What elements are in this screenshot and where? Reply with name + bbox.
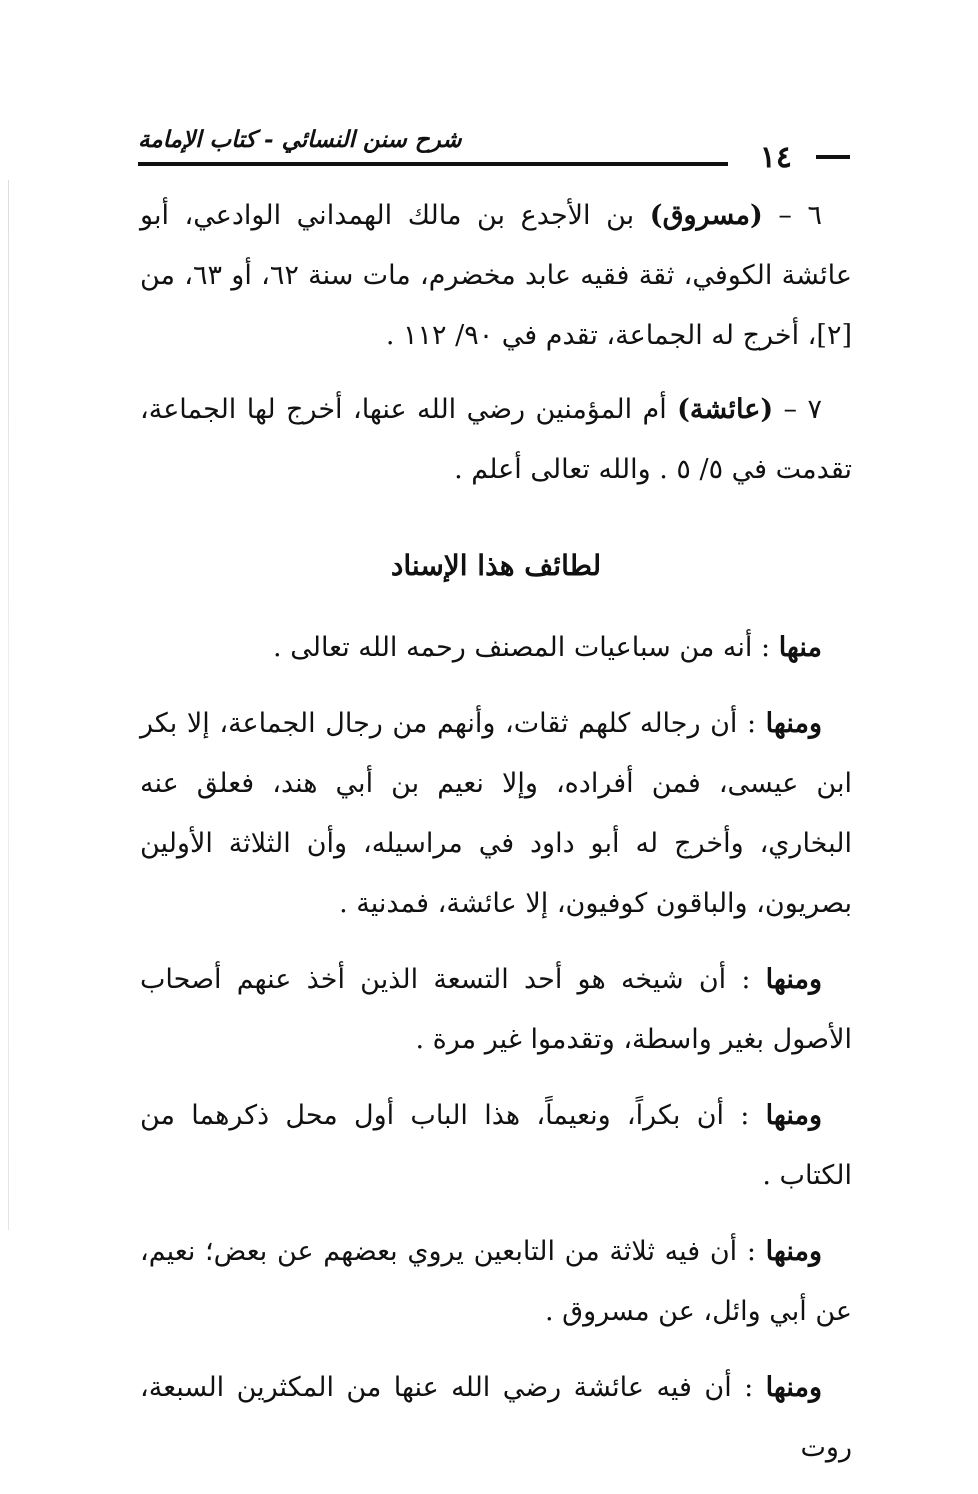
header-rule [138, 162, 728, 166]
bio-number: ٧ [807, 394, 822, 425]
section-heading: لطائف هذا الإسناد [390, 549, 602, 582]
point-lead: ومنها [765, 1372, 822, 1403]
bio-text: أم المؤمنين رضي الله عنها، أخرج لها الجماعة، تقدمت في ٥/ ٥ . والله تعالى أعلم . [140, 394, 852, 485]
point-text: : أن فيه ثلاثة من التابعين يروي بعضهم عن بعض؛ نعيم، عن أبي وائل، عن مسروق . [140, 1236, 852, 1327]
point-lead: منها [778, 632, 822, 663]
narrator-bio-6: ٦ – (مسروق) بن الأجدع بن مالك الهمداني الوادعي، أبو عائشة الكوفي، ثقة فقيه عابد مخضرم، مات سنة ٦٢، أو ٦٣، من [٢]، أخرج له الجماعة، تقدم في ٩٠/ ١١٢ . [140, 200, 853, 351]
bio-number: ٦ [807, 200, 822, 231]
point-paragraph [140, 1222, 852, 1342]
point-paragraph [140, 1086, 852, 1206]
point-paragraph [140, 618, 852, 678]
page-header [138, 118, 850, 174]
page-number-dash [816, 155, 850, 159]
page-number: ١٤ [759, 140, 792, 175]
page-body [140, 186, 852, 1494]
point-paragraph [140, 950, 852, 1070]
scan-edge-shadow [8, 180, 9, 1230]
narrator-bio-7: ٧ – (عائشة) أم المؤمنين رضي الله عنها، أخرج لها الجماعة، تقدمت في ٥/ ٥ . والله تعالى أعلم . [140, 394, 852, 485]
running-title: شرح سنن النسائي - كتاب الإمامة [138, 126, 462, 153]
narrator-name: (مسروق) [649, 200, 763, 231]
point-lead: ومنها [765, 1236, 822, 1267]
point-paragraph [140, 1358, 852, 1478]
bio-text: بن الأجدع بن مالك الهمداني الوادعي، أبو عائشة الكوفي، ثقة فقيه عابد مخضرم، مات سنة ٦٢، أو ٦٣، من [٢]، أخرج له الجماعة، تقدم في ٩٠/ ١١٢ . [140, 200, 853, 351]
point-text: : أن شيخه هو أحد التسعة الذين أخذ عنهم أصحاب الأصول بغير واسطة، وتقدموا غير مرة . [140, 964, 852, 1055]
point-text: : أن بكراً، ونعيماً، هذا الباب أول محل ذكرهما من الكتاب . [140, 1100, 852, 1191]
narrator-name: (عائشة) [677, 394, 774, 425]
point-text: : أنه من سباعيات المصنف رحمه الله تعالى . [273, 632, 771, 663]
point-text: : أن رجاله كلهم ثقات، وأنهم من رجال الجماعة، إلا بكر ابن عيسى، فمن أفراده، وإلا نعيم بن أبي هند، فعلق عنه البخاري، وأخرج له أبو داود في مراسيله، وأن الثلاثة الأولين بصريون، والباقون كوفيون، إلا عائشة، فمدنية . [140, 708, 852, 919]
point-text: : أن فيه عائشة رضي الله عنها من المكثرين السبعة، روت [140, 1372, 852, 1463]
point-lead: ومنها [765, 708, 822, 739]
point-paragraph [140, 694, 852, 934]
point-lead: ومنها [765, 1100, 822, 1131]
point-lead: ومنها [765, 964, 822, 995]
